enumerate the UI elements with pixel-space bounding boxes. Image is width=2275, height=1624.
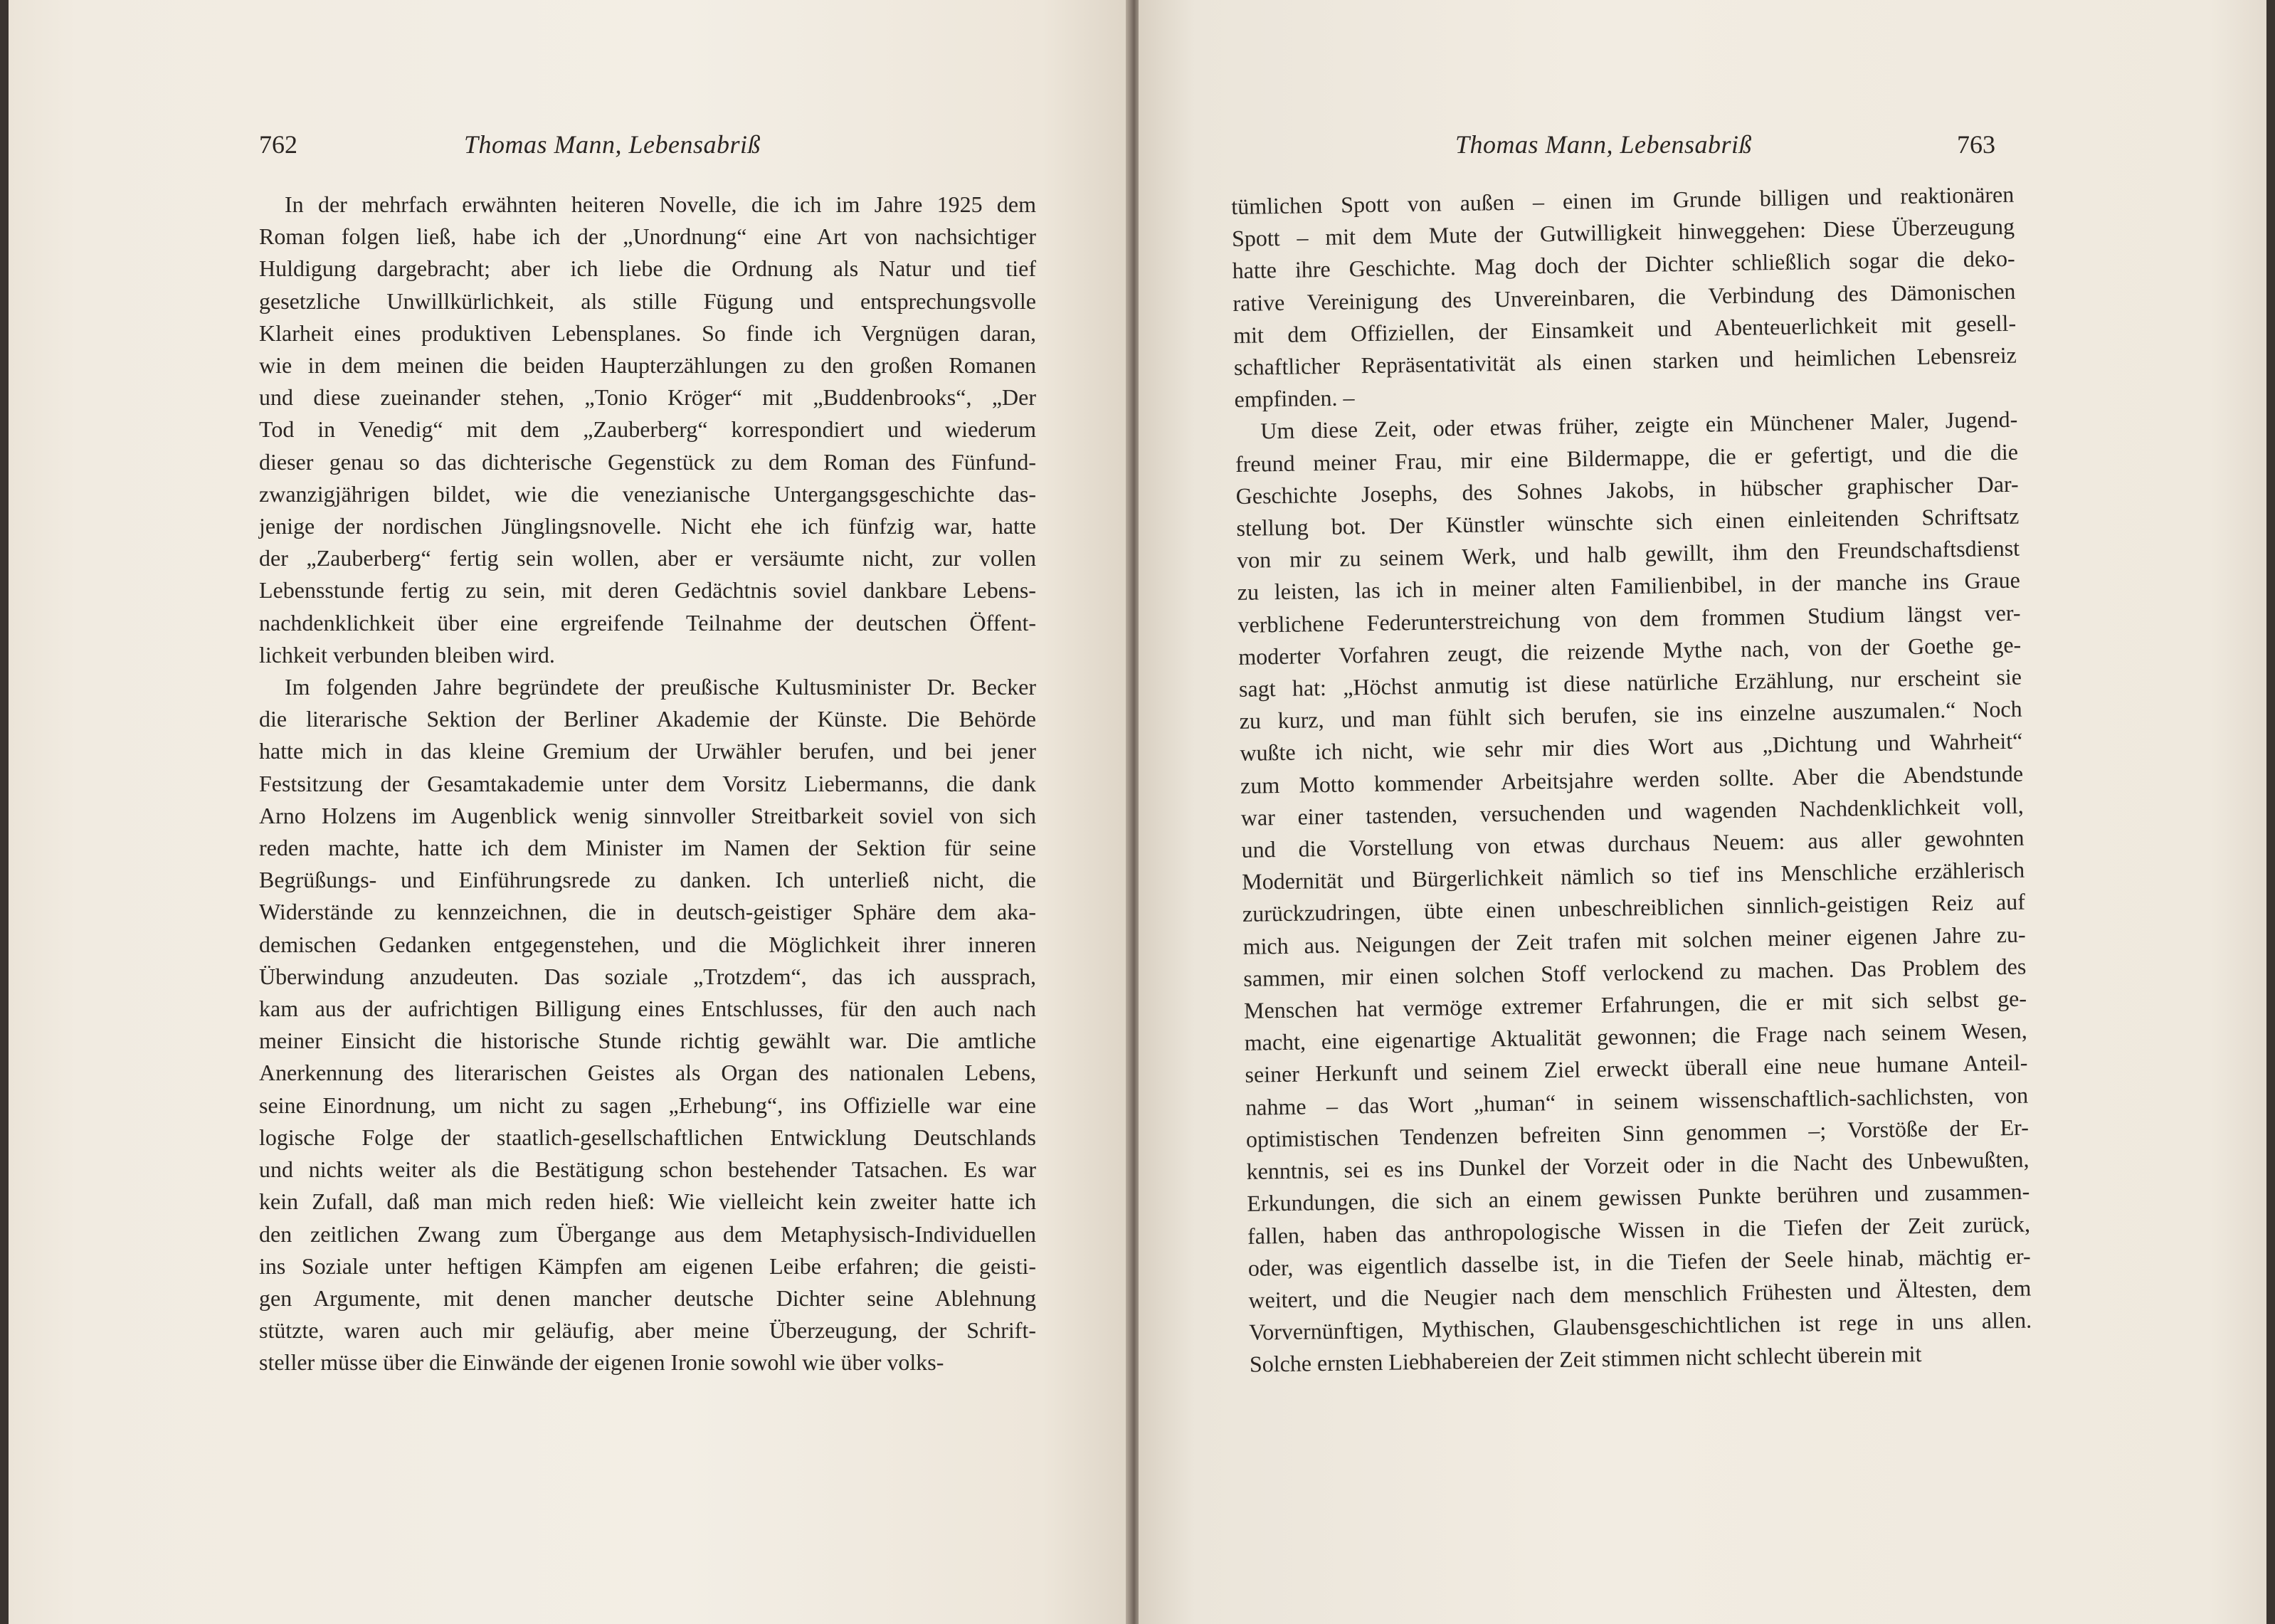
- text-line: kein Zufall, daß man mich reden hieß: Wie vielleicht kein zweiter hatte ich: [259, 1188, 1036, 1215]
- text-line: meiner Einsicht die historische Stunde richtig gewählt war. Die amtliche: [259, 1028, 1036, 1054]
- text-line: jenige der nordischen Jünglingsnovelle. Nicht ehe ich fünfzig war, hatte: [259, 513, 1036, 539]
- text-line: Menschen hat vermöge extremer Erfahrungen, die er mit sich selbst ge-: [1243, 985, 2027, 1023]
- text-line: kenntnis, sei es ins Dunkel der Vorzeit oder in die Nacht des Unbewußten,: [1246, 1146, 2029, 1184]
- text-line: optimistischen Tendenzen befreiten Sinn genommen –; Vorstöße der Er-: [1245, 1114, 2029, 1152]
- text-line: Überwindung anzudeuten. Das soziale „Trotzdem“, das ich aussprach,: [259, 963, 1036, 989]
- text-line: empfinden. –: [1234, 384, 1355, 413]
- text-line: der „Zauberberg“ fertig sein wollen, aber er versäumte nicht, zur vollen: [259, 545, 1036, 571]
- right-running-head: Thomas Mann, Lebensabriß: [1455, 130, 1753, 159]
- text-line: und diese zueinander stehen, „Tonio Kröger“ mit „Buddenbrooks“, „Der: [259, 384, 1036, 411]
- text-line: Anerkennung des literarischen Geistes als Organ des nationalen Lebens,: [259, 1060, 1036, 1086]
- text-line: demischen Gedanken entgegenstehen, und die Möglichkeit ihrer inneren: [259, 931, 1036, 957]
- left-page-number: 762: [259, 130, 297, 159]
- text-line: die literarische Sektion der Berliner Akademie der Künste. Die Behörde: [259, 706, 1036, 732]
- text-line: logische Folge der staatlich-gesellschaftlichen Entwicklung Deutschlands: [259, 1124, 1036, 1150]
- text-line: Lebensstunde fertig zu sein, mit deren Gedächtnis soviel dankbare Lebens-: [259, 577, 1036, 603]
- text-line: sagt hat: „Höchst anmutig ist diese natürliche Erzählung, nur erscheint sie: [1238, 663, 2022, 702]
- paragraph: [1231, 179, 2017, 416]
- text-line: seiner Herkunft und seinem Ziel erweckt überall eine neue humane Anteil-: [1245, 1050, 2028, 1088]
- text-line: moderter Vorfahren zeugt, die reizende Mythe nach, von der Goethe ge-: [1238, 631, 2022, 670]
- text-line: rative Vereinigung des Unvereinbaren, die Verbindung des Dämonischen: [1232, 278, 2016, 316]
- text-line: mit dem Offiziellen, der Einsamkeit und Abenteuerlichkeit mit gesell-: [1232, 310, 2017, 348]
- text-line: den zeitlichen Zwang zum Übergange aus dem Metaphysisch-Individuellen: [259, 1220, 1036, 1247]
- text-line: Begrüßungs- und Einführungsrede zu danken. Ich unterließ nicht, die: [259, 867, 1036, 893]
- text-line: Festsitzung der Gesamtakademie unter dem Vorsitz Liebermanns, die dank: [259, 770, 1036, 796]
- text-line: war einer tastenden, versuchenden und wagenden Nachdenklichkeit voll,: [1240, 792, 2024, 831]
- left-page-body: [259, 189, 1036, 1379]
- right-page-number: 763: [1957, 130, 1995, 159]
- text-line: steller müsse über die Einwände der eigenen Ironie sowohl wie über volks-: [259, 1349, 944, 1376]
- text-line: gen Argumente, mit denen mancher deutsche Dichter seine Ablehnung: [259, 1285, 1036, 1311]
- text-line: zu kurz, und man fühlt sich berufen, sie ins einzelne auszumalen.“ Noch: [1239, 695, 2022, 734]
- text-line: hatte mich in das kleine Gremium der Urwähler berufen, und bei jener: [259, 738, 1036, 764]
- text-line: lichkeit verbunden bleiben wird.: [259, 641, 555, 668]
- text-line: nahme – das Wort „human“ in seinem wissenschaftlich-sachlichsten, von: [1245, 1082, 2029, 1120]
- text-line: gesetzliche Unwillkürlichkeit, als stille Fügung und entsprechungsvolle: [259, 288, 1036, 314]
- text-line: schaftlicher Repräsentativität als einen starken und heimlichen Lebensreiz: [1233, 342, 2017, 380]
- text-line: fallen, haben das anthropologische Wissen in die Tiefen der Zeit zurück,: [1247, 1211, 2031, 1249]
- left-page: [9, 0, 1131, 1624]
- text-line: Modernität und Bürgerlichkeit nämlich so tief ins Menschliche erzählerisch: [1241, 856, 2025, 895]
- text-line: ins Soziale unter heftigen Kämpfen am eigenen Leibe erfahren; die geisti-: [259, 1253, 1036, 1279]
- text-line: reden machte, hatte ich dem Minister im Namen der Sektion für seine: [259, 835, 1036, 861]
- text-line: wie in dem meinen die beiden Haupterzählungen zu den großen Romanen: [259, 352, 1036, 379]
- text-line: stellung bot. Der Künstler wünschte sich einen einleitenden Schriftsatz: [1236, 502, 2020, 541]
- text-line: und die Vorstellung von etwas durchaus Neuem: aus aller gewohnten: [1241, 824, 2025, 863]
- text-line: mich aus. Neigungen der Zeit trafen mit solchen meiner eigenen Jahre zu-: [1242, 921, 2026, 959]
- text-line: Im folgenden Jahre begründete der preußische Kultusminister Dr. Becker: [285, 674, 1036, 700]
- text-line: zurückzudringen, übte einen unbeschreiblichen sinnlich-geistigen Reiz auf: [1242, 889, 2026, 927]
- text-line: Klarheit eines produktiven Lebensplanes. So finde ich Vergnügen daran,: [259, 320, 1036, 346]
- paragraph: [259, 189, 1036, 671]
- text-line: Um diese Zeit, oder etwas früher, zeigte ein Münchener Maler, Jugend-: [1260, 406, 2018, 444]
- text-line: zwanzigjährigen bildet, wie die venezianische Untergangsgeschichte das-: [259, 480, 1036, 507]
- text-line: tümlichen Spott von außen – einen im Grunde billigen und reaktionären: [1231, 181, 2015, 219]
- left-running-head: Thomas Mann, Lebensabriß: [464, 130, 761, 159]
- text-line: seine Einordnung, um nicht zu sagen „Erhebung“, ins Offizielle war eine: [259, 1092, 1036, 1118]
- paragraph: [259, 671, 1036, 1378]
- text-line: kam aus der aufrichtigen Billigung eines Entschlusses, für den auch nach: [259, 996, 1036, 1022]
- text-line: oder, was eigentlich dasselbe ist, in die Tiefen der Seele hinab, mächtig er-: [1247, 1243, 2031, 1281]
- text-line: verblichene Federunterstreichung von dem frommen Studium längst ver-: [1237, 599, 2021, 638]
- text-line: macht, eine eigenartige Aktualität gewonnen; die Frage nach seinem Wesen,: [1244, 1017, 2027, 1056]
- text-line: Solche ernsten Liebhabereien der Zeit stimmen nicht schlecht überein mit: [1249, 1341, 1922, 1378]
- right-page-body: [1231, 179, 2032, 1381]
- text-line: zum Motto kommender Arbeitsjahre werden sollte. Aber die Abendstunde: [1240, 760, 2024, 798]
- text-line: weitert, und die Neugier nach dem menschlich Frühesten und Ältesten, dem: [1248, 1275, 2032, 1313]
- text-line: wußte ich nicht, wie sehr mir dies Wort aus „Dichtung und Wahrheit“: [1240, 728, 2023, 766]
- text-line: und nichts weiter als die Bestätigung schon bestehender Tatsachen. Es war: [259, 1156, 1036, 1183]
- text-line: zu leisten, las ich in meiner alten Familienbibel, in der manche ins Graue: [1237, 567, 2021, 606]
- text-line: dieser genau so das dichterische Gegenstück zu dem Roman des Fünfund-: [259, 448, 1036, 475]
- text-line: stützte, waren auch mir geläufig, aber meine Überzeugung, der Schrift-: [259, 1317, 1036, 1344]
- text-line: Geschichte Josephs, des Sohnes Jakobs, in hübscher graphischer Dar-: [1235, 470, 2019, 509]
- paragraph: [1235, 404, 2032, 1381]
- text-line: Arno Holzens im Augenblick wenig sinnvoller Streitbarkeit soviel von sich: [259, 802, 1036, 828]
- text-line: Vorvernünftigen, Mythischen, Glaubensgeschichtlichen ist rege in uns allen.: [1248, 1307, 2032, 1345]
- right-page: [1139, 0, 2266, 1624]
- text-line: Huldigung dargebracht; aber ich liebe die Ordnung als Natur und tief: [259, 255, 1036, 282]
- text-line: Spott – mit dem Mute der Gutwilligkeit hinweggehen: Diese Überzeugung: [1231, 213, 2015, 252]
- text-line: von mir zu seinem Werk, und halb gewillt, ihm den Freundschaftsdienst: [1236, 534, 2020, 574]
- text-line: sammen, mir einen solchen Stoff verlockend zu machen. Das Problem des: [1243, 953, 2027, 991]
- text-line: freund meiner Frau, mir eine Bildermappe, die er gefertigt, und die die: [1235, 438, 2019, 477]
- text-line: Tod in Venedig“ mit dem „Zauberberg“ korrespondiert und wiederum: [259, 416, 1036, 443]
- text-line: In der mehrfach erwähnten heiteren Novelle, die ich im Jahre 1925 dem: [285, 191, 1036, 217]
- text-line: Widerstände zu kennzeichnen, die in deutsch-geistiger Sphäre dem aka-: [259, 899, 1036, 925]
- text-line: hatte ihre Geschichte. Mag doch der Dichter schließlich sogar die deko-: [1232, 246, 2015, 284]
- text-line: Erkundungen, die sich an einem gewissen Punkte berühren und zusammen-: [1247, 1178, 2030, 1217]
- text-line: Roman folgen ließ, habe ich der „Unordnung“ eine Art von nachsichtiger: [259, 223, 1036, 250]
- text-line: nachdenklichkeit über eine ergreifende Teilnahme der deutschen Öffent-: [259, 609, 1036, 636]
